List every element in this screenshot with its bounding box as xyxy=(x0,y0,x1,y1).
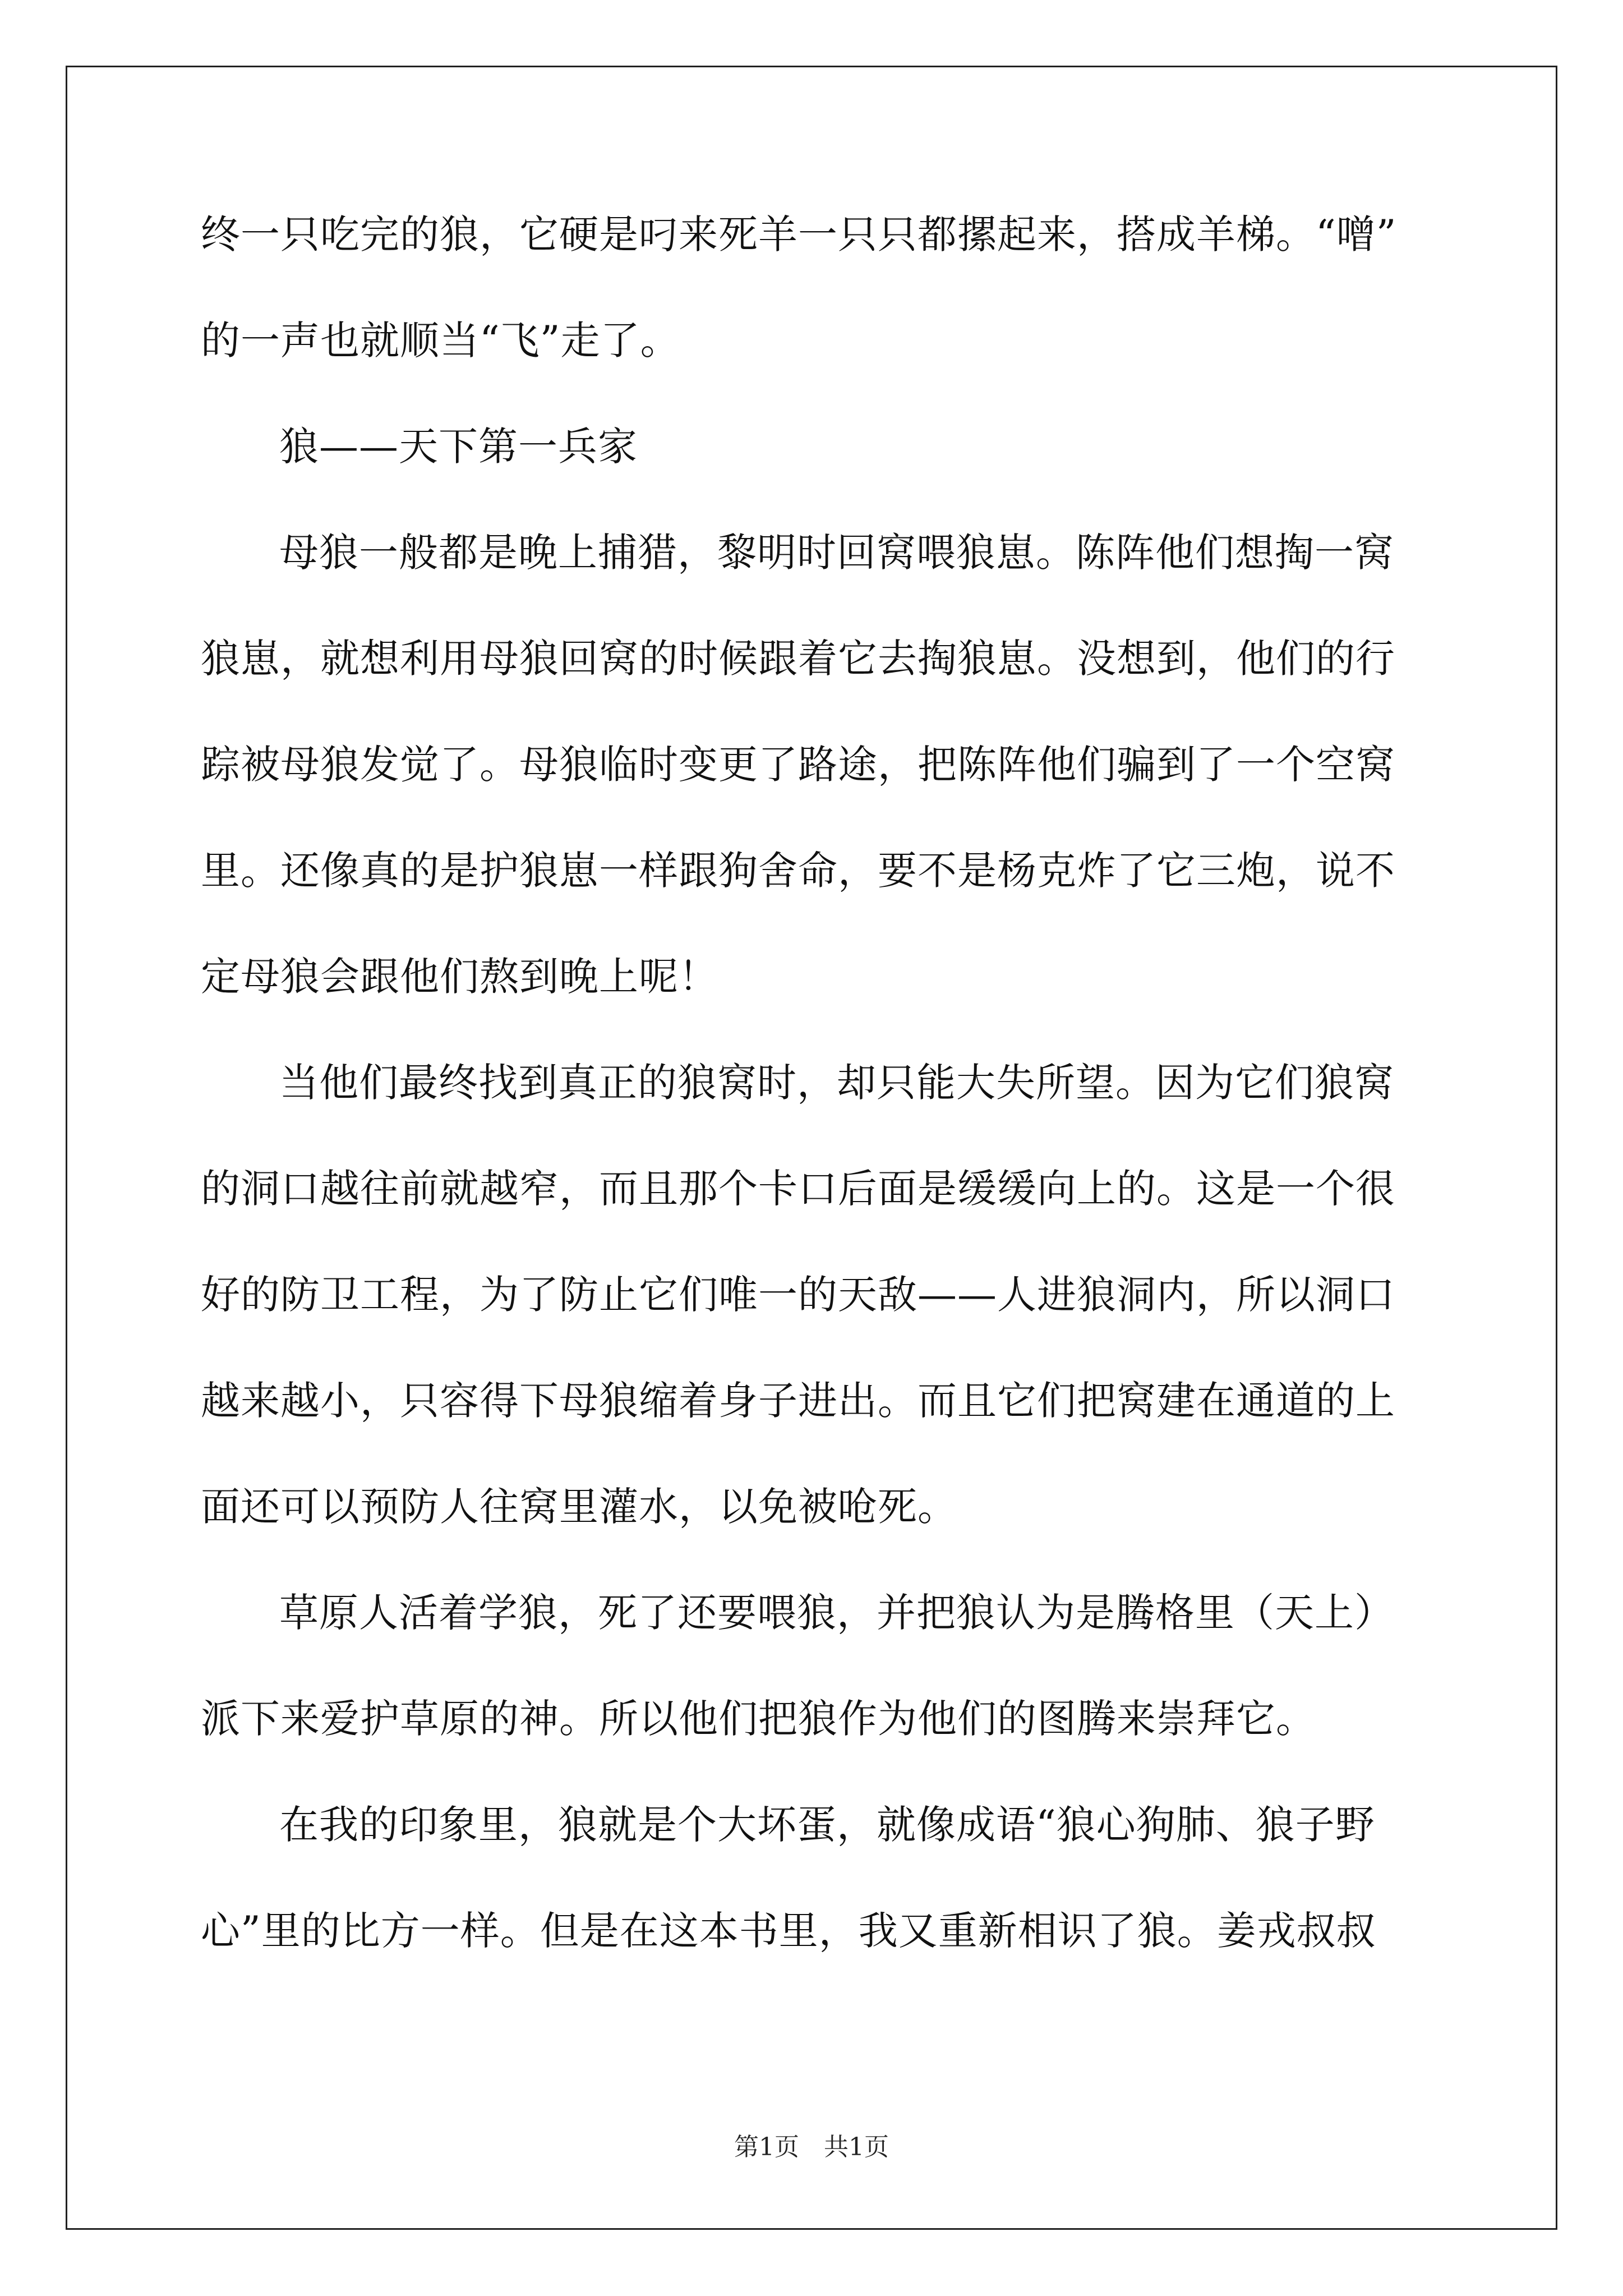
text-line: 好的防卫工程，为了防止它们唯一的天敌——人进狼洞内，所以洞口 xyxy=(201,1272,1395,1318)
text-line: 母狼一般都是晚上捕猎，黎明时回窝喂狼崽。陈阵他们想掏一窝 xyxy=(279,530,1394,576)
text-line: 草原人活着学狼，死了还要喂狼，并把狼认为是腾格里（天上） xyxy=(279,1590,1394,1636)
text-line: 在我的印象里，狼就是个大坏蛋，就像成语“狼心狗肺、狼子野 xyxy=(279,1802,1375,1848)
text-line: 里。还像真的是护狼崽一样跟狗舍命，要不是杨克炸了它三炮，说不 xyxy=(201,848,1395,894)
text-line: 当他们最终找到真正的狼窝时，却只能大失所望。因为它们狼窝 xyxy=(279,1060,1394,1106)
section-heading: 狼——天下第一兵家 xyxy=(279,424,638,470)
text-line: 派下来爱护草原的神。所以他们把狼作为他们的图腾来崇拜它。 xyxy=(201,1696,1316,1742)
text-line: 越来越小，只容得下母狼缩着身子进出。而且它们把窝建在通道的上 xyxy=(201,1378,1395,1424)
text-line: 终一只吃完的狼，它硬是叼来死羊一只只都摞起来，搭成羊梯。“噌” xyxy=(201,211,1397,257)
text-line: 心”里的比方一样。但是在这本书里，我又重新相识了狼。姜戎叔叔 xyxy=(201,1908,1376,1954)
text-line: 定母狼会跟他们熬到晚上呢！ xyxy=(201,954,718,1000)
page-number-footer: 第1页 共1页 xyxy=(734,2133,889,2161)
text-line: 的一声也就顺当“飞”走了。 xyxy=(201,318,680,364)
text-line: 面还可以预防人往窝里灌水，以免被呛死。 xyxy=(201,1484,957,1530)
text-line: 的洞口越往前就越窄，而且那个卡口后面是缓缓向上的。这是一个很 xyxy=(201,1166,1395,1212)
text-line: 踪被母狼发觉了。母狼临时变更了路途，把陈阵他们骗到了一个空窝 xyxy=(201,742,1395,788)
text-line: 狼崽，就想利用母狼回窝的时候跟着它去掏狼崽。没想到，他们的行 xyxy=(201,636,1395,682)
